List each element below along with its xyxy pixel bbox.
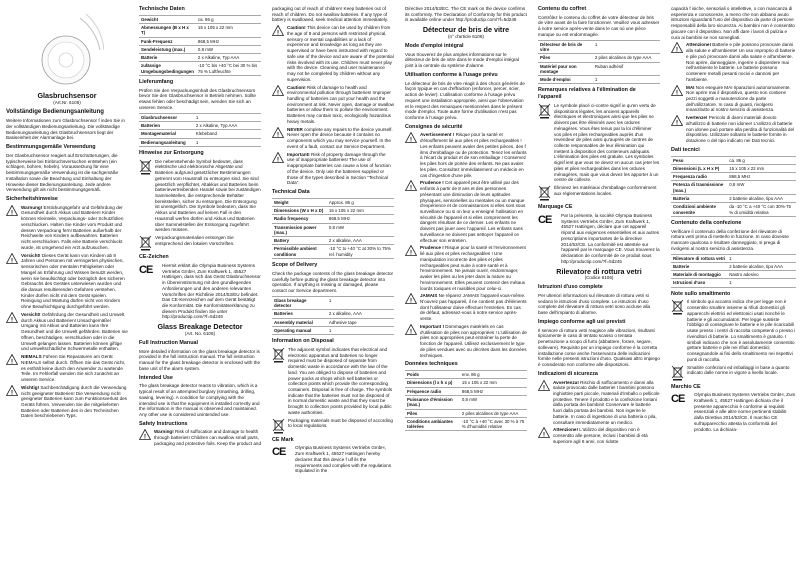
table-row: Funk-Frequenz 868,5 MHz	[139, 37, 261, 45]
french-packaging-block	[538, 185, 660, 201]
warning-triangle-icon	[405, 245, 417, 256]
warning-triangle-icon	[6, 354, 18, 365]
german-warning-2-title: Vorsicht!	[21, 252, 41, 258]
german-warning-5-text: Sachbeschädigung durch die Verwendung nicht geeigneter Batterien! Die Verwendung nicht geeigneter Batterien kann zum Funktionsverlust des Geräts führen. Verwenden Sie die mitgelieferten Batterien oder Batterien des in den Technischen Daten beschriebenen Typs.	[21, 384, 127, 419]
english-ce-heading: CE Mark	[272, 436, 294, 443]
french-packaging-text: Éliminez les matériaux d'emballage conformément aux réglementations locales.	[554, 185, 657, 196]
table-row: Poids env. 86 g	[405, 371, 527, 379]
english-warning-2-title: Caution!	[287, 25, 306, 31]
table-row: Materiale di montaggio Nastro adesivo	[671, 271, 796, 279]
svg-text:!: !	[277, 156, 279, 163]
french-mode-heading: Mode d'emploi intégral	[405, 42, 464, 49]
english-warning-5	[272, 152, 394, 186]
italian-warning-5	[671, 115, 796, 144]
french-use-heading: Utilisation conforme à l'usage prévu	[405, 71, 498, 78]
ce-mark: CE	[671, 393, 685, 406]
french-safety-heading: Consignes de sécurité	[405, 123, 463, 130]
svg-text:!: !	[277, 89, 279, 96]
italian-warning-2	[538, 427, 660, 444]
italian-use-heading: Impiego conforme agli usi previsti	[538, 318, 626, 325]
english-warning-4-title: NEVER	[287, 126, 303, 132]
table-row: Potenza di trasmissione (max.) 0,8 mW	[671, 181, 796, 195]
table-row: Rilevatore di rottura vetri 1	[671, 254, 796, 262]
italian-warning-1	[538, 380, 660, 426]
ce-mark: CE	[538, 213, 552, 226]
warning-triangle-icon	[272, 85, 284, 96]
table-row: Gewicht ca. 86 g	[139, 15, 261, 23]
table-row: Istruzioni d'uso 1	[671, 279, 796, 287]
italian-manual-text: Per ulteriori informazioni sul rilevatore di rottura vetri si vedano le istruzioni d'uso complete. Le istruzioni d'uso complete del rilevatore di rottura vetri sono accluse alla base dell'impianto di allarme.	[538, 292, 651, 316]
italian-contents-text: Verificare il contenuto della confezione del rilevatore di rottura vetri prima di metterlo in funzione. In caso dovesse mancare qualcosa o risultare danneggiato, si prega di rivolgersi al nostro servizio di assistenza.	[671, 228, 789, 251]
italian-use-text: Il sensore di rottura vetri reagisce alle vibrazioni, risultanti tipicamente in caso di tentato scasso o tentata penetrazione a scopo di furto (abbattere, forare, segare, sollevare). Requisito per un impiego conforme è la corretta installazione come anche l'osservanza delle indicazioni fornite nelle presenti istruzioni d'uso. Qualsiasi altro impiego è considerato non conforme alle disposizioni.	[538, 327, 660, 368]
french-warning-3-text: Risque pour la santé et l'environnement lié aux piles et piles rechargeables ! Une manipulation incorrecte des piles et piles rechargeables peut nuire à votre santé et à l'environnement. Ne jamais ouvrir, endommager, avaler les piles ou les jeter dans la nature ou l'environnement. Elles peuvent contenir des métaux lourds toxiques et nuisibles pour celui-ci.	[420, 245, 526, 291]
crossed-bin-icon	[671, 365, 684, 381]
french-warning-3-title: Prudence !	[420, 245, 444, 251]
english-intended-use-heading: Intended Use	[139, 374, 173, 381]
english-disposal-text: The adjacent symbol indicates that electrical and electronic apparatus and batteries no longer required must be disposed of separate from domestic waste in accordance with the law of the land. You are obliged to dispose of batteries and power packs at shops which sell batteries or collection points which provide the corresponding containers. Disposal is free of charge. The symbols indicate that the batteries must not be disposed of in normal domestic waste and that they must be brought to collection points provided by local public waste authorities.	[288, 346, 393, 415]
svg-text:!: !	[11, 359, 13, 366]
warning-triangle-icon	[139, 429, 151, 440]
german-safety-heading: Sicherheitshinweise	[6, 195, 58, 202]
table-row: Batterie 2 batterie alcaline, tipo AAA	[671, 262, 796, 270]
german-delivery-text: Prüfen Sie den Verpackungsinhalt des Glasbruchsensors bevor Sie den Glasbruchsensor in Betrieb nehmen. Sollte etwas fehlen oder beschädigt sein, wenden Sie sich an unseren Service.	[139, 87, 256, 110]
english-scope-table	[272, 296, 394, 335]
french-warning-4	[405, 293, 527, 322]
svg-text:!: !	[11, 317, 13, 323]
german-ce-heading: CE-Zeichen	[139, 254, 169, 261]
german-disposal-text: Die nebenstehende Symbol bedeutet, dass elektrische und elektronische Altgeräte und Batterien aufgrund gesetzlicher Bestimmungen getrennt vom Hausmüll zu entsorgen sind. Sie sind gesetzlich verpflichtet, Altakkus und Batterien beim batterievertreibenden Handel sowie bei zuständigen Sammelstellen, die entsprechende Behälter bereitstellen, sicher zu entsorgen. Die Entsorgung ist unentgeltlich. Die Symbole bedeuten, dass Sie Akkus und Batterien auf keinen Fall in den Hausmüll werfen dürfen und Akkus und Batterien über Sammelstellen der Entsorgung zugeführt werden müssen.	[155, 158, 261, 233]
english-packaging-block	[272, 418, 394, 434]
french-warning-2-text: Cet appareil peut être utilisé par des enfants à partir de 8 ans et des personnes présentant une diminution de leurs aptitudes physiques, sensorielles ou mentales ou un manque d'expérience et de connaissances si elles sont sous surveillance ou si on leur a enseigné l'utilisation en sécurité de l'appareil et si elles comprennent les dangers résultant de ce dernier. Les enfants ne doivent pas jouer avec l'appareil. Les enfants sans surveillance ne doivent pas nettoyer l'appareil ce effectuer son entretien.	[420, 180, 526, 243]
table-row: Montagematerial Klebeband	[139, 130, 261, 138]
column-french-data	[538, 6, 660, 563]
english-warning-3-text: Risk of damage to health and environmental pollution through batteries! Improper handling of batteries can put your health and the environment at risk. Never open, damage or swallow batteries or allow them to pollute the environment. Batteries may contain toxic, ecologically hazardous heavy metals.	[287, 84, 394, 124]
italian-warning-3-text: Batterie e pile possono provocare danni alla salute e all'ambiente! Un uso improprio di batterie e pile può provocare danni alla salute e all'ambiente. Non aprire, danneggiare, ingerire o disperdere mai nell'ambiente le batterie. Le batterie possono contenere metalli pesanti nocivi e dannosi per l'ambiente.	[686, 42, 796, 82]
english-warning-3-title: Caution!	[287, 84, 306, 90]
svg-text:!: !	[410, 298, 412, 305]
warning-triangle-icon	[671, 42, 683, 53]
svg-text:!: !	[11, 390, 13, 396]
table-row: Battery 2 x alkaline, AAA	[272, 237, 394, 245]
italian-warning-2-title: Attenzione!	[553, 427, 579, 433]
italian-safety-heading: Indicazioni di sicurezza	[538, 370, 598, 377]
french-model: (n° d'article 6106)	[448, 34, 484, 40]
english-disposal-block	[272, 347, 394, 416]
table-row: Glass breakage detector 1	[272, 296, 394, 310]
italian-tech-table	[671, 156, 796, 217]
table-row: Conditions ambiantes tolérées -10 °C à +40 °C avec 30 % à 75 % d'humidité relative	[405, 417, 527, 431]
english-warning-4-text: complete any repairs to the device yourself. Never open the device because it contains no components which you may service yourself. In the event of a fault, contact our Service Department.	[287, 126, 393, 149]
french-warning-2-title: Prudence !	[420, 180, 444, 186]
french-warning-4-text: Ne réparez JAMAIS l'appareil vous-même. N'ouvrez pas l'appareil, il ne contient pas d'éléments dont l'utilisateur doive effectuer l'entretien. En cas de défaut, adressez-vous à notre service après-vente.	[420, 293, 527, 322]
svg-text:!: !	[410, 329, 412, 335]
italian-warning-5-title: Ivertenze!	[686, 115, 708, 121]
table-row: Bedienungsanleitung 1	[139, 138, 261, 146]
french-ce-heading: Marquage CE	[538, 204, 573, 211]
german-title: Glasbruchsensor	[37, 91, 97, 100]
table-row: Puissance d'émission (max.) 0,8 mW	[405, 395, 527, 409]
table-row: Batteria 2 batterie alcaline, tipo AAA	[671, 195, 796, 203]
italian-disposal-text: Il simbolo qui accanto indica che per legge non è consentito smaltire insieme ai rifiuti domestici gli apparecchi elettrici ed elettronici usati nonché le batterie e gli accumulatori. Per legge sussiste l'obbligo di consegnare le batterie e le pile ricaricabili usate presso i centri di raccolta competenti o presso i rivenditori di batterie. Lo smaltimento è gratuito. I simboli indicano che non è assolutamente consentito gettare batterie e pile nei rifiuti domestici; consegnandole ai fini dello smaltimento nei rispettivi punti di raccolta.	[687, 299, 796, 362]
warning-triangle-icon	[538, 427, 550, 438]
table-row: Frequenza radio 868,5 MHz	[671, 173, 796, 181]
german-warning-1-text: Erstickungsgefahr und Gefährdung der Gesundheit durch Akkus und Batterien! Kinder können Kleinteile, Verpackungs- oder Schutzfolien verschlucken. Halten Sie Kinder vom Produkt und dessen Verpackung fern! Batterien außerhalb der Reichweite von Kindern aufbewahren. Batterien nicht verschlucken. Falls eine Batterie verschluckt wurde, ist umgehend ein Arzt aufzusuchen.	[21, 204, 124, 250]
german-warning-4	[6, 354, 128, 383]
german-tech-heading: Technische Daten	[139, 6, 185, 12]
english-warning-1-title: Warning!	[154, 429, 174, 435]
french-contents-heading: Contenu du coffret	[538, 6, 587, 12]
table-row: Dimensions (l x h x p) 15 x 105 x 22 mm	[405, 379, 527, 387]
svg-text:!: !	[11, 210, 13, 216]
table-row: Batterien 2 x Alkaline, Typ AAA	[139, 121, 261, 129]
italian-model: (Codice 6106)	[584, 275, 614, 281]
english-warning-4	[272, 127, 394, 150]
table-row: Abmessungen (B x H x T) 15 x 105 x 22 mm	[139, 24, 261, 38]
ce-mark: CE	[272, 446, 286, 459]
table-row: Permissible ambient conditions -10 °C to +40 °C at 30% to 75% rel. humidity	[272, 245, 394, 259]
table-row: Fréquence radio 868,5 MHz	[405, 387, 527, 395]
italian-warning-2-cont: capacità f isiche, sensoriali o intellettive, o con mancanza di esperienza e conoscenze, a meno che non abbiano avuto istruzioni riguardanti l'uso del dispositivo da parte di persone responsabili della loro sicurezza. Ai bambini non è consentito giocare con il dispositivo. Non affi dare i lavori di pulizia e cura ai bambini se non sorvegliati.	[671, 6, 795, 40]
warning-triangle-icon	[405, 180, 417, 191]
english-packaging-text: Packaging materials must be disposed of according to local regulations.	[288, 417, 393, 429]
italian-ce-text: Olympia Business Systems Vertriebs GmbH, Zum Kraftwerk 1, 45527 Hattingen dichiara che il presente apparecchio è conforme ai requisiti essenziali e alle altre norme pertinenti stabiliti dalla Direttiva 2014/53/CE. Il marchio CE sull'apparecchio attesta la conformità del prodotto. La dichiara-	[694, 392, 796, 432]
warning-triangle-icon	[6, 253, 18, 264]
german-warning-2-text: Dieses Gerät kann von Kindern ab 8 Jahren und Personen mit verringerten physischen, sensorischen oder mentalen Fähigkeiten oder Mangel an Erfahrung und Wissen benutzt werden, wenn sie beaufsichtigt oder bezüglich des sicheren Gebrauchs des Gerätes unterwiesen wurden und die daraus resultierenden Gefahren verstehen. Kinder dürfen nicht mit dem Gerät spielen. Reinigung und Wartung dürfen nicht von Kindern ohne Beaufsichtigung durchgeführt werden.	[21, 252, 125, 310]
english-tech-heading: Technical Data	[272, 189, 310, 196]
table-row: Dimensioni (L x H x P) 15 x 105 x 22 mm	[671, 164, 796, 172]
warning-triangle-icon	[272, 152, 284, 163]
svg-text:!: !	[543, 384, 545, 391]
table-row: Operating manual 1	[272, 326, 394, 334]
column-german-data	[139, 6, 261, 563]
warning-triangle-icon	[6, 205, 18, 216]
warning-triangle-icon	[6, 312, 18, 323]
ce-mark: CE	[139, 263, 153, 276]
french-mode-text: Vous trouverez de plus amples informations sur le détecteur de bris de vitre dans le mode d'emploi intégral joint à la centrale du système d'alarme.	[405, 51, 519, 69]
english-title: Glass Breakage Detector	[157, 322, 243, 332]
german-ce-block	[139, 263, 261, 320]
german-disposal-heading: Hinweise zur Entsorgung	[139, 149, 204, 156]
french-disposal-heading: Remarques relatives à l'élimination de l'appareil	[538, 87, 636, 101]
table-row: Sendeleistung (max.) 0,8 mW	[139, 45, 261, 53]
svg-text:!: !	[144, 434, 146, 441]
warning-triangle-icon	[6, 385, 18, 396]
english-scope-heading: Scope of Delivery	[272, 262, 318, 269]
table-row: Peso ca. 86 g	[671, 156, 796, 164]
svg-text:!: !	[277, 131, 279, 138]
italian-warning-4-title: MAI	[686, 84, 695, 90]
italian-contents-table	[671, 254, 796, 288]
crossed-bin-icon	[538, 185, 551, 201]
french-warning-5	[405, 324, 527, 358]
english-warning-5-title: Important!	[287, 151, 310, 157]
table-row: Batterie 2 x Alkaline, Typ AAA	[139, 54, 261, 62]
english-disposal-heading: Information on Disposal	[272, 338, 334, 345]
italian-warning-1-title: Avvertenza!	[553, 379, 579, 385]
italian-warning-3	[671, 42, 796, 82]
german-manual-heading: Vollständige Bedienungsanleitung	[6, 108, 104, 115]
italian-disposal-block	[671, 299, 796, 362]
english-tech-table	[272, 198, 394, 259]
crossed-bin-icon	[671, 299, 684, 315]
german-use-heading: Bestimmungsgemäße Verwendung	[6, 144, 96, 151]
italian-warning-2-text: L'utilizzo del dispositivo non è consentito alle persone, inclusi i bambini di età superiore agli 8 anni, con ridotte	[553, 427, 648, 444]
english-full-manual-text: More detailed information on the glass breakage detector is provided in the full instruction manual. The full instruction manual for the glass breakage detector is enclosed with the base unit of the alarm system.	[139, 348, 261, 371]
table-row: Mode d'emploi 1	[538, 76, 660, 84]
table-row: Condizioni ambiente consentite da -10 °C a +40 °C con 30%-75 % di umidità relativa	[671, 203, 796, 217]
german-disposal-block	[139, 159, 261, 234]
italian-warning-1-text: Rischio di soffocamento e danni alla salute provocato dalle batterie! I bambini possono inghiottire parti piccole, materiali d'imballo o pellicole protettive. Tenere il prodotto e la confezione lontani dalla portata dei bambini! Conservare le batterie fuori dalla portata dei bambini. Non ingerire le batterie. In caso di ingestione di una batteria o pila, consultare immediatamente un medico.	[553, 379, 660, 425]
english-ce-block	[272, 445, 394, 474]
english-full-manual-heading: Full Instruction Manual	[139, 339, 198, 346]
svg-text:!: !	[410, 137, 412, 144]
french-contents-text: Contrôlez le contenu du coffret de votre détecteur de bris de vitre avant de la faire fonctionner. Veuillez vous adresser à notre service après-vente dans le cas où une pièce manque ou est endommagée.	[538, 14, 660, 37]
german-tech-table	[139, 15, 261, 76]
italian-manual-heading: Istruzioni d'uso complete	[538, 284, 603, 291]
german-warning-4-title: NIEMALS	[21, 354, 42, 360]
svg-text:!: !	[543, 432, 545, 439]
svg-text:!: !	[676, 89, 678, 96]
svg-text:!: !	[676, 47, 678, 54]
french-title: Détecteur de bris de vitre	[422, 25, 510, 35]
german-warning-3-text: Gefährdung der Gesundheit und Umwelt durch Akkus und Batterien! Unsachgemäßer Umgang mit Akkus und Batterien kann Ihre Gesundheit und die Umwelt gefährden. Batterien nie öffnen, beschädigen, verschlucken oder in die Umwelt gelangen lassen. Batterien können giftige und umweltschädliche Schwermetalle enthalten.	[21, 311, 128, 352]
german-warning-5-title: Wichtig!	[21, 384, 40, 390]
french-warning-5-title: Important !	[420, 323, 444, 329]
italian-title: Rilevatore di rottura vetri	[556, 266, 642, 276]
english-warning-5-text: Risk of property damage through the use of inappropriate batteries! The use of inappropriate batteries can cause a loss of function of the device. Only use the batteries supplied or those of the types described in Section "Technical Data".	[287, 151, 391, 186]
french-warning-1	[405, 132, 527, 178]
german-delivery-heading: Lieferumfang	[139, 79, 174, 85]
warning-triangle-icon	[671, 85, 683, 96]
french-ce-text: Par la présente, la société Olympia Business Systems Vertriebs GmbH, Zum Kraftwerk 1, 45527 Hattingen, déclare que cet appareil répond aux exigences essentielles et aux autres prescriptions importantes de la directive 2014/53/CE. La conformité est attestée sur l'appareil par le marquage CE. Vous trouverez la déclaration de conformité de ce produit sous http://productip.com/?f=5d245	[561, 212, 660, 264]
table-row: Weight Approx. 86 g	[272, 198, 394, 206]
french-disposal-block	[538, 103, 660, 183]
italian-packaging-block	[671, 365, 796, 381]
table-row: Radio frequency 868.5 MHz	[272, 215, 394, 223]
glass-breakage-sensor-icon	[6, 10, 128, 90]
warning-triangle-icon	[272, 127, 284, 138]
french-tech-heading: Données techniques	[405, 361, 458, 368]
crossed-bin-icon	[272, 418, 285, 434]
french-tech-table	[405, 370, 527, 431]
french-use-text: Le détecteur de bris de vitre réagit à des chocs générés de façon typique en cas d'effraction (enfoncer, percer, scier, action de levier). L'utilisation conforme à l'usage prévu requiert une installation appropriée, ainsi que l'observation et le respect des remarques mentionnées dans le présent mode d'emploi. Toute autre forme d'utilisation n'est pas conforme à l'usage prévu.	[405, 80, 525, 120]
german-ce-text: Hiermit erklärt die Olympia Business Systems Vertriebs GmbH, Zum Kraftwerk 1, 45527 Hattingen, dass sich das Gerät Glasbruchsensor in Übereinstimmung mit den grundlegenden Anforderungen und den anderen relevanten Vorschriften der Richtlinie 2014/53/EU befindet. Das CE-Kennzeichen auf dem Gerät bestätigt die Konformität. Die Konformitätserklärung zu diesem Produkt finden Sie unter http://productip.com/?f=5d245	[162, 262, 261, 320]
english-warning-2-text: This device can be used by children from the age of 8 and persons with restricted physical, sensory or mental capabilities or a lack of experience and knowledge as long as they are supervised or have been instructed with regard to safe use of the device and are aware of the potential risks involved with its use. Children must never play with the device. Cleaning and user maintenance may not be completed by children without any supervision.	[287, 25, 394, 82]
german-warning-5	[6, 385, 128, 419]
german-delivery-table	[139, 113, 261, 147]
german-warning-4-text: Führen Sie Reparaturen am Gerät NIEMALS selbst durch. Öffnen Sie das Gerät nicht, es enthält keine durch den Anwender zu wartende Teile. Im Fehlerfall wenden Sie sich zunächst an unseren Service.	[21, 354, 126, 383]
german-manual-text: Weitere Informationen zum Glasbruchsensor f inden Sie in der vollständigen Bedienungsanleitung. Die vollständige Bedienungsanleitung des Glasbruchsensors liegt der Basiseinheit der Alarmanlage bei.	[6, 118, 125, 141]
table-row: Détecteur de bris de vitre 1	[538, 40, 660, 54]
english-warning-1	[139, 429, 261, 446]
english-intended-use-text: The glass breakage detector reacts to vibration, which is a typical result of an attempted burglary (smashing, drilling, sawing, levering). A condition for complying with the intended use is that the equipment is installed correctly and the information in the manual is observed and maintained. Any other use is considered unintended use.	[139, 383, 260, 417]
italian-ce-heading: Marchio CE	[671, 383, 701, 390]
table-row: Matériel pour son montage Ruban adhésif	[538, 62, 660, 76]
english-warning-1-text: Risk of suffocation and damage to health through batteries! Children can swallow small parts, packaging and protective foils. Keep the product and	[154, 429, 261, 446]
italian-contents-heading: Contenuto della confezione	[671, 219, 742, 226]
german-warning-3	[6, 312, 128, 352]
french-warning-3	[405, 245, 527, 291]
german-warning-2	[6, 253, 128, 310]
warning-triangle-icon	[405, 324, 417, 335]
english-warning-2	[272, 25, 394, 82]
table-row: Piles 2 piles alcalines de type AAA	[538, 54, 660, 62]
table-row: zulässige Umgebungsbedingungen -10 °C bis +40 °C bei 30 % bis 75 % Luftfeuchte	[139, 62, 261, 76]
german-packaging-block	[139, 235, 261, 251]
table-row: Transmission power (max.) 0.8 mW	[272, 223, 394, 237]
warning-triangle-icon	[538, 380, 550, 391]
warning-triangle-icon	[405, 293, 417, 304]
italian-disposal-heading: Note sullo smaltimento	[671, 290, 731, 297]
french-warning-1-title: Avertissement !	[420, 132, 455, 138]
french-ce-block	[538, 213, 660, 265]
italian-ce-block	[671, 392, 796, 432]
column-french	[405, 6, 527, 563]
table-row: Batteries 2 x alkaline, AAA	[272, 310, 394, 318]
crossed-bin-icon	[538, 103, 551, 119]
french-warning-1-text: Risque pour la santé et d'étouffement lié aux piles et piles rechargeables ! Les enfants peuvent avaler des petites pièces, des f ilms d'emballage ou de protection. Tenez les enfants à l'écart du produit et de son emballage ! Conservez les piles hors de portée des enfants. Ne pas avaler les piles. Consultez immédiatement un médecin en cas d'ingestion d'une pile.	[420, 132, 527, 178]
english-ce-text: Olympia Business Systems Vertriebs GmbH, Zum Kraftwerk 1, 45527 Hattingen hereby declares that this device f ulf ils the requirements and complies with the regulations stipulated in the	[295, 445, 392, 474]
french-warning-2	[405, 180, 527, 243]
svg-text:!: !	[410, 250, 412, 257]
crossed-bin-icon	[139, 235, 152, 251]
english-ce-text-cont: Directive 2014/53/EC. The CE mark on the device confirms its conformity. The Declaration of Conformity for this product is available online under http://productip.com/?f=5d245	[405, 6, 527, 23]
table-row: Glasbruchsensor 1	[139, 113, 261, 121]
german-packaging-text: Verpackungsmaterialien entsorgen Sie entsprechend den lokalen Vorschriften.	[155, 235, 235, 246]
svg-text:!: !	[277, 30, 279, 37]
italian-packaging-text: Smaltire confezioni ed imballaggi in base a quanto indicato dalle norme in vigore a livello locale.	[687, 364, 790, 376]
german-model: (Art.Nr. 6106)	[53, 99, 81, 105]
french-warning-4-title: JAMAIS	[420, 293, 438, 299]
english-safety-heading: Safety Instructions	[139, 420, 188, 427]
crossed-bin-icon	[139, 159, 152, 175]
italian-warning-3-title: Attenzione!	[686, 42, 712, 48]
french-contents-table	[538, 40, 660, 85]
column-italian	[671, 6, 796, 563]
german-warning-1	[6, 205, 128, 251]
english-warning-1-cont: packaging out of reach of children! Keep batteries out of reach of children. Do not swallow batteries. If any type of battery is swallowed, seek medical attention immediately.	[272, 6, 389, 23]
svg-text:!: !	[11, 257, 13, 264]
italian-warning-5-text: Pericolo di danni materiali dovuto all'utilizzo di batterie non idonee! L'utilizzo di batterie non idonee può portare alla perdita di funzionalità del dispositivo. Utilizzare soltanto le batterie fornite in dotazione o del tipo indicato nei Dati tecnici.	[686, 115, 795, 144]
table-row: Piles 2 piles alcalines de type AAA	[405, 409, 527, 417]
table-row: Dimensions (W x H x D) 15 x 105 x 22 mm	[272, 207, 394, 215]
french-warning-5-text: Dommages matériels en cas d'utilisation de piles non appropriées ! L'utilisation de piles non appropriées peut entraîner la perte de fonction de l'appareil. Utilisez exclusivement le type de piles vendues avec ou décrites dans les données techniques.	[420, 323, 527, 358]
german-use-text: Der Glasbruchsensor reagiert auf Erschütterungen, die typischerweise bei Einbruchsversuchen entstehen (ein schlagen, bohren, hebeln). Voraussetzung für eine bestimmungsgemäße Verwendung ist die sachgemäße Installation sowie die Beachtung und Einhaltung der Hinweise dieser Bedienungsanleitung. Jede andere Verwendung gilt als nicht bestimmungsgemäß.	[6, 152, 119, 193]
svg-text:!: !	[676, 120, 678, 127]
warning-triangle-icon	[272, 25, 284, 36]
svg-text:!: !	[410, 185, 412, 192]
column-english	[272, 6, 394, 563]
english-scope-text: Check the package contents of the glass breakage detector carefully before putting the glass breakage detector into operation. If anything is missing or damaged, please contact our Service department.	[272, 270, 394, 293]
warning-triangle-icon	[405, 132, 417, 143]
column-german-intro	[6, 6, 128, 563]
table-row: Assembly material Adhesive tape	[272, 318, 394, 326]
french-disposal-text: Le symbole placé ci-contre signif ie qu'en vertu de dispositions légales, les anciens appareils électriques et électroniques ainsi que les piles ne doivent pas être éliminés avec les ordures ménagères. Vous êtes tenus par la loi d'éliminer vos piles et piles rechargeables auprès d'un revendeur de piles ainsi qu'auprès de centres de collecte responsables de leur élimination qui mettent à disposition des conteneurs adéquats. L'élimination des piles est gratuite. Les symboles signif ient que vous ne devez en aucun cas jeter les piles et piles rechargeables dans les ordures ménagères, mais que vous devez les apporter à un centre de collecte.	[554, 102, 660, 183]
italian-tech-heading: Dati tecnici	[671, 146, 700, 153]
warning-triangle-icon	[671, 115, 683, 126]
crossed-bin-icon	[272, 347, 285, 363]
german-warning-1-title: Warnung!	[21, 204, 43, 210]
italian-warning-4-text: Non eseguire MAI riparazioni autonomamente. Non aprire mai il dispositivo, questo non contiene pezzi soggetti a manutenzione da parte dell'utilizzatore. In caso di guasti, rivolgersi innanzitutto al nostro servizio di assistenza.	[686, 84, 791, 113]
english-model: (Art. No. 6106)	[184, 331, 216, 337]
italian-warning-4	[671, 85, 796, 114]
english-warning-3	[272, 85, 394, 125]
german-warning-3-title: Vorsicht!	[21, 311, 41, 317]
